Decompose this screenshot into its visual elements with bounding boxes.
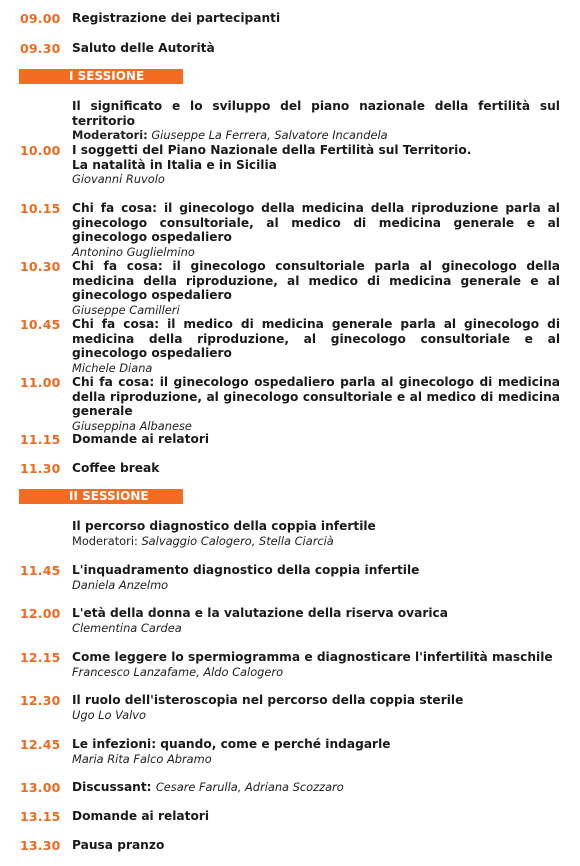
discussant-names: Cesare Farulla, Adriana Scozzaro: [155, 780, 344, 794]
item-time: 12.00: [20, 606, 61, 621]
item-time: 13.30: [20, 838, 61, 853]
item-title: Chi fa cosa: il ginecologo ospedaliero parla al ginecologo di medicina della riproduzione, al ginecologo consultoriale e al medico di medicina generale: [72, 375, 560, 418]
item-time: 11.15: [20, 432, 61, 447]
moderators-names: Salvaggio Calogero, Stella Ciarcià: [141, 533, 334, 548]
session-title: Il significato e lo sviluppo del piano nazionale della fertilità sul territorio: [72, 99, 560, 128]
moderators: [72, 128, 560, 142]
item-title: Saluto delle Autorità: [72, 41, 215, 55]
item-title: Coffee break: [72, 461, 160, 475]
item-time: 12.30: [20, 693, 61, 708]
moderators: [72, 534, 560, 548]
item-time: 11.30: [20, 461, 61, 476]
item-speaker: Ugo Lo Valvo: [72, 707, 147, 722]
item-speaker: Daniela Anzelmo: [72, 577, 169, 592]
item-time: 11.00: [20, 375, 61, 390]
item-title: Chi fa cosa: il medico di medicina generale parla al ginecologo di medicina della riproduzione, al ginecologo consultoriale e al ginecologo ospedaliero: [72, 317, 560, 360]
item-time: 12.45: [20, 737, 61, 752]
item-title: L'età della donna e la valutazione della riserva ovarica: [72, 606, 448, 620]
item-title: Domande ai relatori: [72, 809, 210, 823]
item-speaker: Antonino Guglielmino: [72, 244, 195, 259]
item-time: 09.30: [20, 41, 61, 56]
item-speaker: Giovanni Ruvolo: [72, 172, 165, 186]
discussant-label: Discussant:: [72, 780, 152, 794]
item-title: Chi fa cosa: il ginecologo consultoriale parla al ginecologo della medicina della riproduzione, al medico di medicina generale e al ginecologo ospedaliero: [72, 259, 560, 302]
moderators-label: Moderatori:: [72, 533, 138, 548]
item-speaker: Maria Rita Falco Abramo: [72, 751, 212, 766]
item-title: Registrazione dei partecipanti: [72, 11, 281, 25]
item-title: I soggetti del Piano Nazionale della Fertilità sul Territorio.: [72, 143, 472, 157]
item-time: 10.30: [20, 259, 61, 274]
item-time: 12.15: [20, 650, 61, 665]
moderators-label: Moderatori:: [72, 128, 148, 142]
session-header: II SESSIONE: [19, 489, 183, 504]
session-title: Il percorso diagnostico della coppia infertile: [72, 519, 376, 533]
item-speaker: Francesco Lanzafame, Aldo Calogero: [72, 664, 284, 679]
item-speaker: Michele Diana: [72, 360, 153, 375]
item-time: 13.15: [20, 809, 61, 824]
moderators-names: Giuseppe La Ferrera, Salvatore Incandela: [151, 128, 388, 142]
discussant: [72, 780, 560, 795]
item-time: 10.15: [20, 201, 61, 216]
item-title: Domande ai relatori: [72, 432, 210, 446]
item-speaker: Giuseppina Albanese: [72, 418, 192, 433]
item-title: Pausa pranzo: [72, 838, 165, 852]
item-subtitle: La natalità in Italia e in Sicilia: [72, 157, 277, 172]
item-title: Come leggere lo spermiogramma e diagnosticare l'infertilità maschile: [72, 650, 553, 664]
item-title: Il ruolo dell'isteroscopia nel percorso della coppia sterile: [72, 693, 464, 707]
item-title: Le infezioni: quando, come e perché indagarle: [72, 737, 391, 751]
item-title: L'inquadramento diagnostico della coppia infertile: [72, 563, 420, 577]
item-speaker: Clementina Cardea: [72, 620, 182, 635]
item-time: 10.45: [20, 317, 61, 332]
item-time: 10.00: [20, 143, 61, 158]
item-time: 09.00: [20, 11, 61, 26]
item-time: 11.45: [20, 563, 61, 578]
item-title: Chi fa cosa: il ginecologo della medicina della riproduzione parla al ginecologo consultoriale, al medico di medicina generale e al ginecologo ospedaliero: [72, 201, 560, 244]
item-speaker: Giuseppe Camilleri: [72, 302, 180, 317]
session-header: I SESSIONE: [19, 69, 183, 84]
item-time: 13.00: [20, 780, 61, 795]
